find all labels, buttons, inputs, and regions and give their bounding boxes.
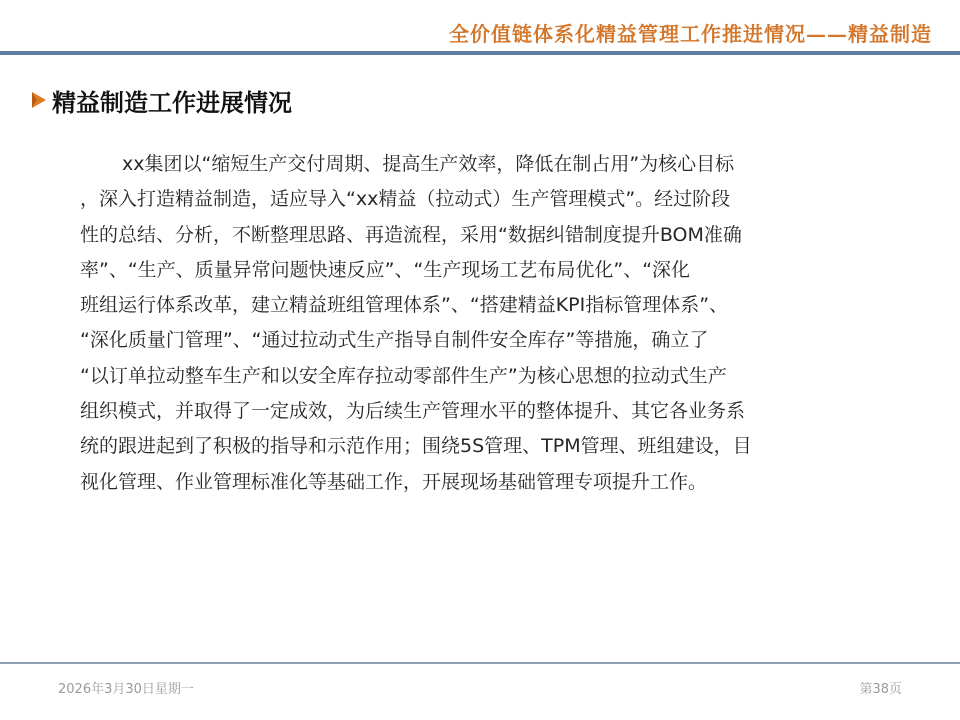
body-line: “以订单拉动整车生产和以安全库存拉动零部件生产”为核心思想的拉动式生产 <box>80 364 727 387</box>
header-title: 全价值链体系化精益管理工作推进情况——精益制造 <box>449 22 932 46</box>
page-number: 第38页 <box>859 682 902 697</box>
section-heading-text: 精益制造工作进展情况 <box>52 88 292 117</box>
body-line: 统的跟进起到了积极的指导和示范作用；围绕5S管理、TPM管理、班组建设，目 <box>80 435 752 458</box>
footer-date: 2026年3月30日星期一 <box>58 682 194 697</box>
arrow-right-icon <box>30 90 48 110</box>
footer-divider <box>0 662 960 664</box>
body-line: “深化质量门管理”、“通过拉动式生产指导自制件安全库存”等措施，确立了 <box>80 329 709 352</box>
body-line: xx集团以“缩短生产交付周期、提高生产效率，降低在制占用”为核心目标 <box>122 153 735 175</box>
body-line: 性的总结、分析，不断整理思路、再造流程，采用“数据纠错制度提升BOM准确 <box>80 223 742 246</box>
section-heading <box>30 85 292 115</box>
body-line: 视化管理、作业管理标准化等基础工作，开展现场基础管理专项提升工作。 <box>80 470 708 493</box>
body-line: ，深入打造精益制造，适应导入“xx精益（拉动式）生产管理模式”。经过阶段 <box>80 188 731 211</box>
body-line: 率”、“生产、质量异常问题快速反应”、“生产现场工艺布局优化”、“深化 <box>80 258 691 281</box>
body-line: 组织模式，并取得了一定成效，为后续生产管理水平的整体提升、其它各业务系 <box>80 400 746 423</box>
body-paragraph <box>80 147 840 500</box>
body-line: 班组运行体系改革，建立精益班组管理体系”、“搭建精益KPI指标管理体系”、 <box>80 294 729 317</box>
header-divider <box>0 51 960 55</box>
